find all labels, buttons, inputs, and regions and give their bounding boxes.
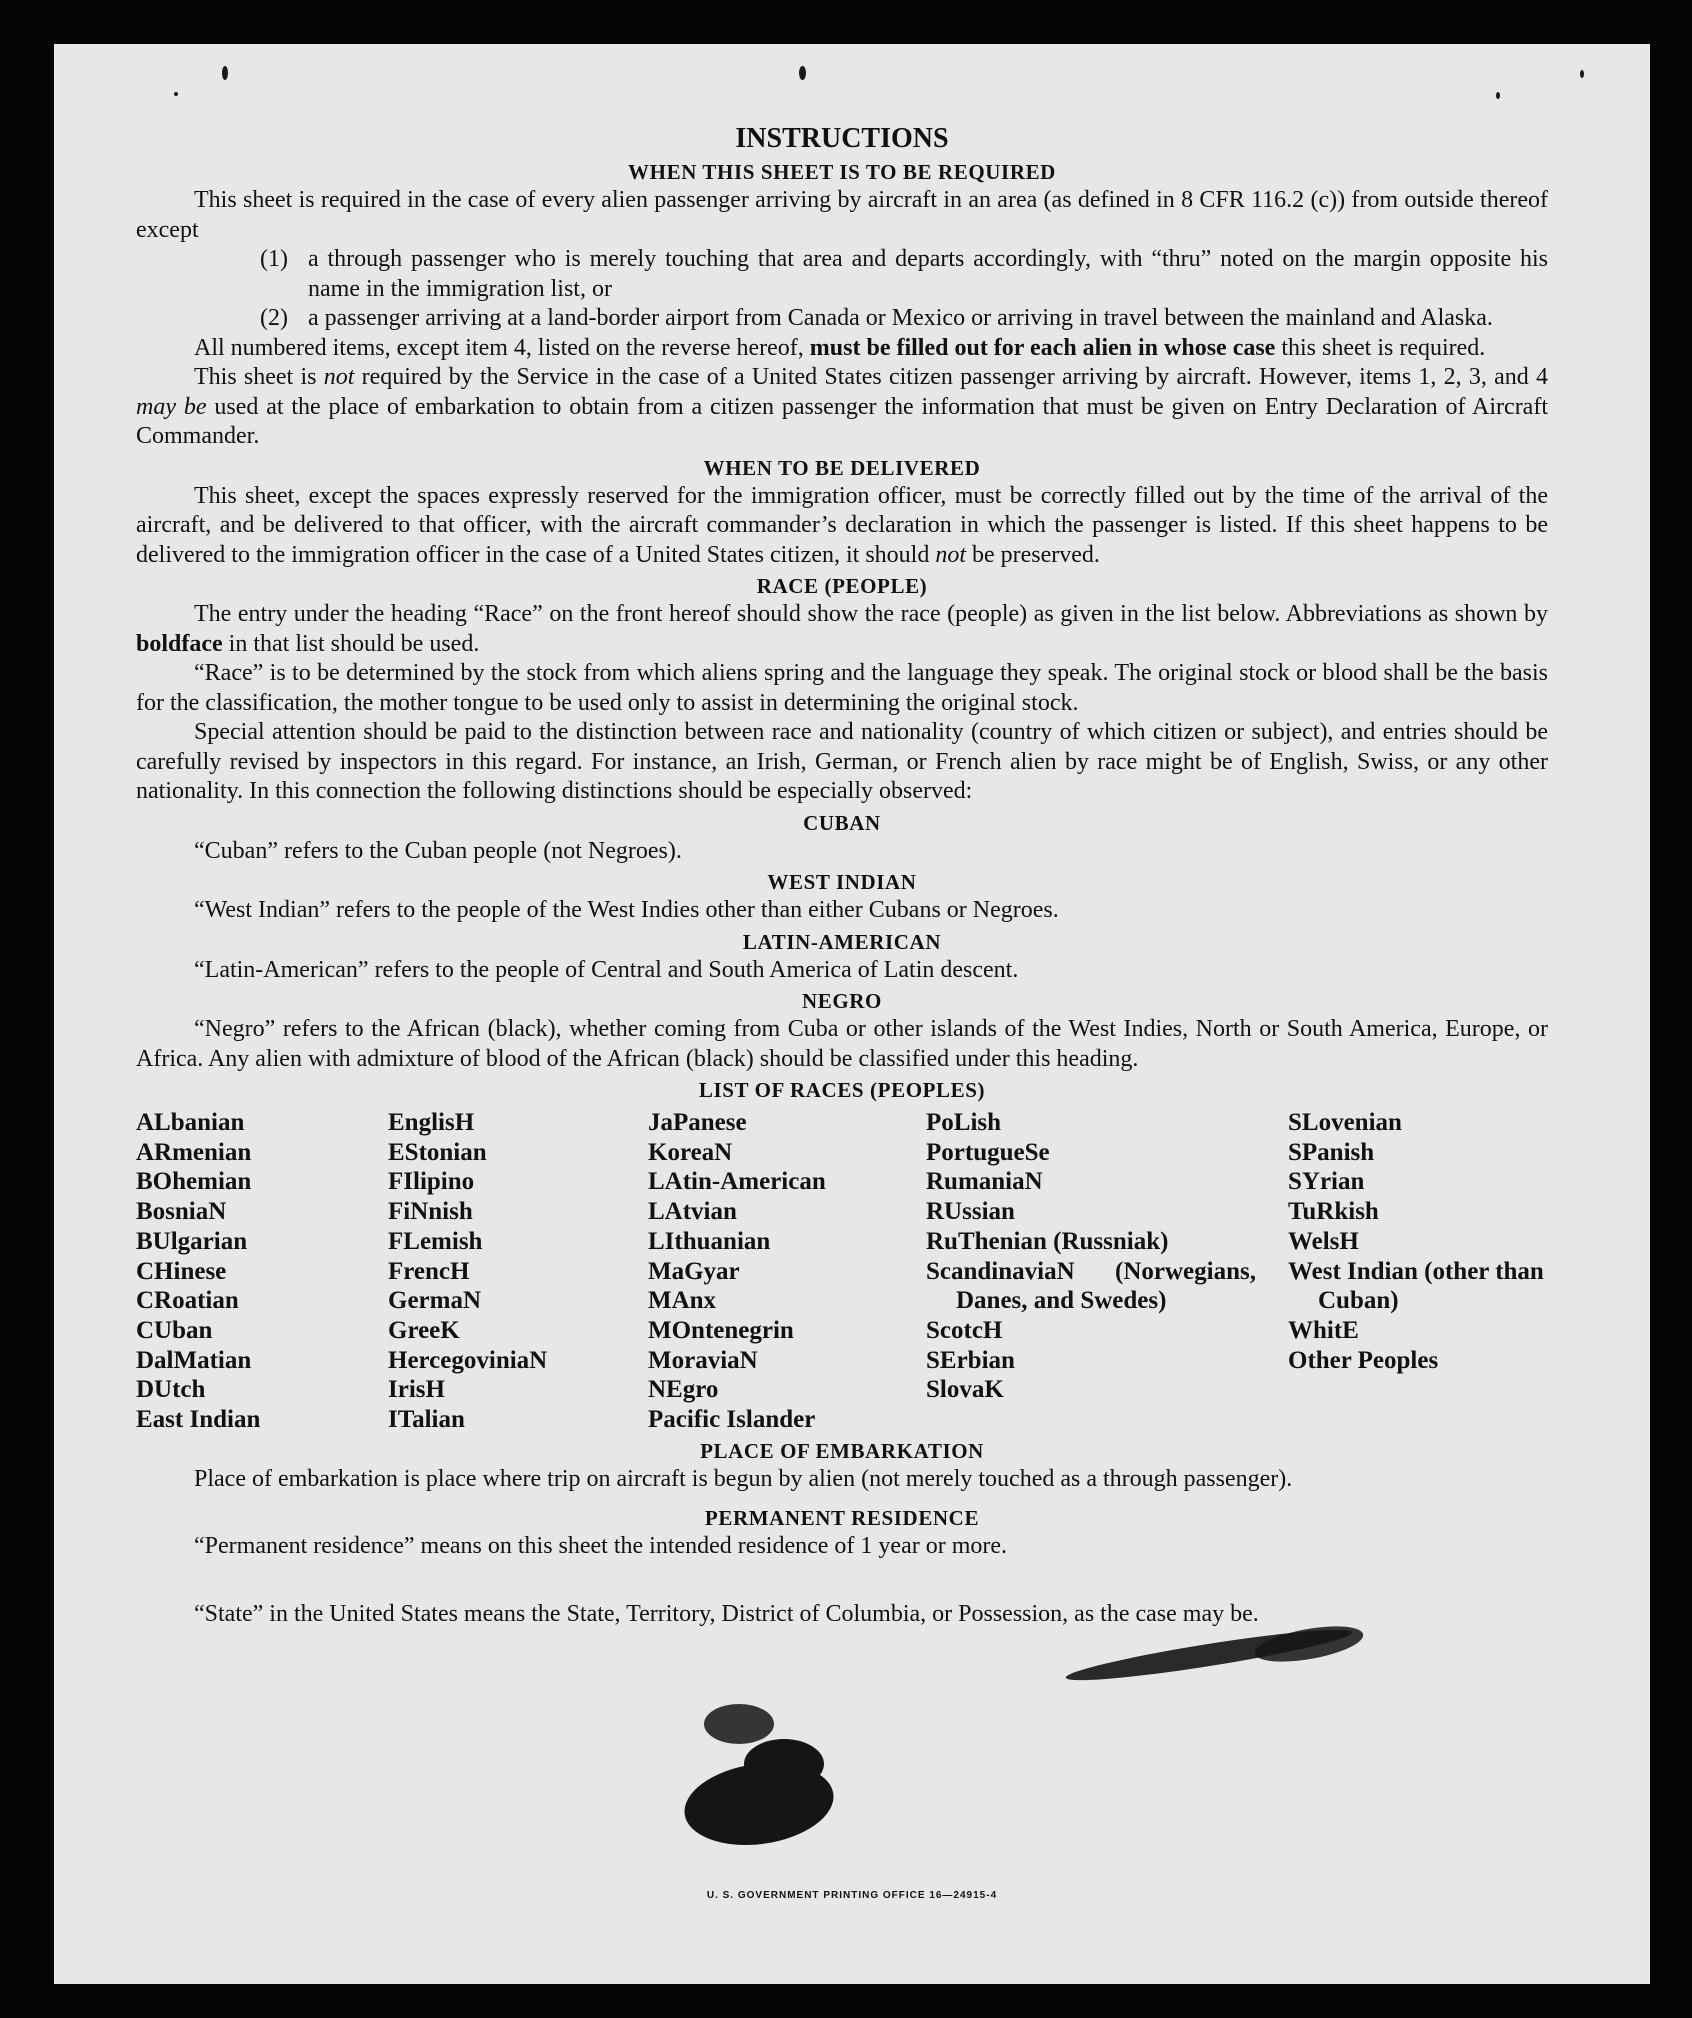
item-text: a passenger arriving at a land-border airport from Canada or Mexico or arriving in travel between the mainland and Alaska. bbox=[308, 305, 1493, 331]
races-column-2 bbox=[388, 1108, 648, 1435]
paragraph-race-entry bbox=[136, 600, 1548, 659]
race-item: SPanish bbox=[1288, 1138, 1375, 1166]
race-item: Other Peoples bbox=[1288, 1346, 1439, 1374]
paragraph-delivered bbox=[136, 482, 1548, 571]
race-item: LAtvian bbox=[648, 1198, 737, 1226]
heading-permanent-residence: PERMANENT RESIDENCE bbox=[704, 1506, 980, 1531]
race-item: IrisH bbox=[388, 1376, 445, 1404]
race-item: ITalian bbox=[388, 1406, 465, 1434]
race-item: BosniaN bbox=[136, 1198, 227, 1226]
text-run: All numbered items, except item 4, listed on the reverse hereof, bbox=[194, 334, 810, 361]
paragraph-residence: “Permanent residence” means on this sheet the intended residence of 1 year or more. bbox=[194, 1533, 1008, 1560]
race-item: Pacific Islander bbox=[648, 1406, 816, 1434]
race-item: KoreaN bbox=[648, 1138, 733, 1166]
text-run: used at the place of embarkation to obtain from a citizen passenger the information that must be given on Entry Declaration of Aircraft Commander. bbox=[136, 393, 1548, 449]
race-item: JaPanese bbox=[648, 1109, 747, 1136]
race-item: LIthuanian bbox=[648, 1227, 771, 1255]
bold-text-run: must be filled out for each alien in whose case bbox=[809, 334, 1276, 361]
text-run: This sheet, except the spaces expressly reserved for the immigration officer, must be correctly filled out by the time of the arrival of the aircraft, and be delivered to that officer, with the aircraft commander’s declaration in which the passenger is listed. If this sheet happens to be delivered to the immigration officer in the case of a United States citizen, it should bbox=[136, 482, 1548, 568]
exception-item-1 bbox=[260, 245, 1548, 304]
paragraph-required: This sheet is required in the case of every alien passenger arriving by aircraft in an area (as defined in 8 CFR 116.2 (c)) from outside thereof except bbox=[136, 187, 1548, 243]
text-run: This sheet is bbox=[194, 364, 324, 390]
race-item: ALbanian bbox=[136, 1109, 245, 1136]
scan-speck bbox=[799, 66, 806, 80]
heading-when-required: WHEN THIS SHEET IS TO BE REQUIRED bbox=[628, 160, 1056, 184]
bold-text-run: boldface bbox=[136, 630, 223, 657]
race-item: LAtin-American bbox=[648, 1168, 826, 1196]
race-item: ScandinaviaN (Norwegians, Danes, and Swedes) bbox=[926, 1257, 1256, 1315]
instructions-content bbox=[136, 122, 1548, 1629]
scan-speck bbox=[1580, 70, 1584, 78]
italic-text-run: not bbox=[323, 364, 355, 390]
exception-item-2 bbox=[260, 304, 1548, 334]
scan-speck bbox=[1496, 92, 1500, 99]
italic-text-run: not bbox=[935, 541, 966, 568]
heading-place-of-embarkation: PLACE OF EMBARKATION bbox=[700, 1438, 984, 1463]
race-item: PortugueSe bbox=[926, 1138, 1050, 1166]
paragraph-race-nationality: Special attention should be paid to the distinction between race and nationality (country of which citizen or subject), and entries should be carefully revised by inspectors in this regard. For instance, an Irish, German, or French alien by race might be of English, Swiss, or any other nationality. In this connection the following distinctions should be especially observed: bbox=[136, 719, 1548, 804]
heading-west-indian: WEST INDIAN bbox=[767, 870, 917, 894]
races-column-5 bbox=[1288, 1108, 1548, 1435]
paragraph-race-stock: “Race” is to be determined by the stock from which aliens spring and the language they speak. The original stock or blood shall be the basis for the classification, the mother tongue to be used only to assist in determining the original stock. bbox=[136, 660, 1548, 716]
paragraph-numbered-items bbox=[136, 334, 1548, 364]
race-item: CHinese bbox=[136, 1257, 227, 1285]
race-item: FIlipino bbox=[388, 1168, 475, 1196]
text-run: in that list should be used. bbox=[222, 630, 480, 657]
race-item: BUlgarian bbox=[136, 1227, 248, 1255]
document-sheet bbox=[54, 44, 1650, 1984]
race-item: ARmenian bbox=[136, 1138, 252, 1166]
text-run: The entry under the heading “Race” on the front hereof should show the race (people) as given in the list below. Abbreviations as shown by bbox=[194, 601, 1548, 627]
races-column-4 bbox=[926, 1108, 1288, 1435]
race-item: EnglisH bbox=[388, 1109, 475, 1136]
race-item: GermaN bbox=[388, 1287, 482, 1315]
race-item: DUtch bbox=[136, 1376, 206, 1404]
race-item: BOhemian bbox=[136, 1168, 252, 1196]
paragraph-latin-american: “Latin-American” refers to the people of Central and South America of Latin descent. bbox=[194, 956, 1019, 983]
race-item: MOntenegrin bbox=[648, 1316, 794, 1344]
paragraph-cuban: “Cuban” refers to the Cuban people (not Negroes). bbox=[194, 837, 682, 864]
heading-list-of-races: LIST OF RACES (PEOPLES) bbox=[698, 1078, 986, 1102]
text-run: this sheet is required. bbox=[1275, 334, 1486, 361]
paragraph-negro: “Negro” refers to the African (black), whether coming from Cuba or other islands of the West Indies, North or South America, Europe, or Africa. Any alien with admixture of blood of the African (black) should be classified under this heading. bbox=[136, 1016, 1548, 1072]
italic-text-run: may be bbox=[136, 393, 207, 420]
race-item: SErbian bbox=[926, 1346, 1015, 1374]
race-item: FLemish bbox=[388, 1227, 483, 1255]
race-item: SYrian bbox=[1288, 1168, 1365, 1196]
race-item: NEgro bbox=[648, 1376, 719, 1404]
race-item: WhitE bbox=[1288, 1316, 1359, 1344]
item-number: (2) bbox=[260, 305, 288, 331]
race-item: East Indian bbox=[136, 1406, 261, 1434]
heading-when-delivered: WHEN TO BE DELIVERED bbox=[703, 455, 981, 480]
ink-blot bbox=[704, 1704, 774, 1744]
paragraph-citizen bbox=[136, 363, 1548, 452]
race-item: CRoatian bbox=[136, 1287, 239, 1315]
heading-negro: NEGRO bbox=[801, 989, 882, 1013]
race-item: FiNnish bbox=[388, 1198, 473, 1226]
race-item: GreeK bbox=[388, 1316, 460, 1344]
race-item: HercegoviniaN bbox=[388, 1346, 548, 1374]
heading-latin-american: LATIN-AMERICAN bbox=[742, 929, 942, 954]
race-item: PoLish bbox=[926, 1109, 1002, 1136]
race-item: EStonian bbox=[388, 1138, 487, 1166]
races-list bbox=[136, 1108, 1548, 1435]
paragraph-west-indian: “West Indian” refers to the people of the West Indies other than either Cubans or Negroes. bbox=[194, 897, 1059, 923]
page-title: INSTRUCTIONS bbox=[735, 123, 949, 154]
heading-race: RACE (PEOPLE) bbox=[756, 574, 928, 598]
race-item: DalMatian bbox=[136, 1346, 252, 1374]
paragraph-state: “State” in the United States means the State, Territory, District of Columbia, or Possession, as the case may be. bbox=[194, 1600, 1259, 1627]
heading-cuban: CUBAN bbox=[803, 810, 881, 835]
printing-office-footer: U. S. GOVERNMENT PRINTING OFFICE 16—24915-4 bbox=[706, 1890, 998, 1901]
text-run: required by the Service in the case of a United States citizen passenger arriving by aircraft. However, items 1, 2, 3, and 4 bbox=[354, 364, 1548, 390]
race-item: SLovenian bbox=[1288, 1109, 1402, 1136]
race-item: RuThenian (Russniak) bbox=[926, 1227, 1169, 1255]
item-number: (1) bbox=[260, 246, 288, 272]
ink-blot bbox=[744, 1739, 824, 1789]
text-run: be preserved. bbox=[966, 541, 1100, 568]
scan-speck bbox=[222, 66, 228, 80]
race-item: WelsH bbox=[1288, 1227, 1359, 1255]
race-item: CUban bbox=[136, 1316, 213, 1344]
race-item: MoraviaN bbox=[648, 1346, 758, 1374]
race-item: FrencH bbox=[388, 1257, 470, 1285]
race-item: West Indian (other than Cuban) bbox=[1288, 1257, 1544, 1315]
scan-speck bbox=[174, 92, 178, 96]
race-item: TuRkish bbox=[1288, 1198, 1379, 1226]
item-text: a through passenger who is merely touching that area and departs accordingly, with “thru” noted on the margin opposite his name in the immigration list, or bbox=[308, 246, 1548, 302]
paragraph-embarkation: Place of embarkation is place where trip on aircraft is begun by alien (not merely touched as a through passenger). bbox=[194, 1465, 1293, 1492]
race-item: ScotcH bbox=[926, 1316, 1003, 1344]
race-item: MAnx bbox=[648, 1287, 717, 1315]
race-item: RUssian bbox=[926, 1198, 1015, 1226]
races-column-3 bbox=[648, 1108, 926, 1435]
race-item: SlovaK bbox=[926, 1376, 1004, 1404]
race-item: RumaniaN bbox=[926, 1168, 1043, 1196]
race-item: MaGyar bbox=[648, 1257, 740, 1285]
races-column-1 bbox=[136, 1108, 388, 1435]
